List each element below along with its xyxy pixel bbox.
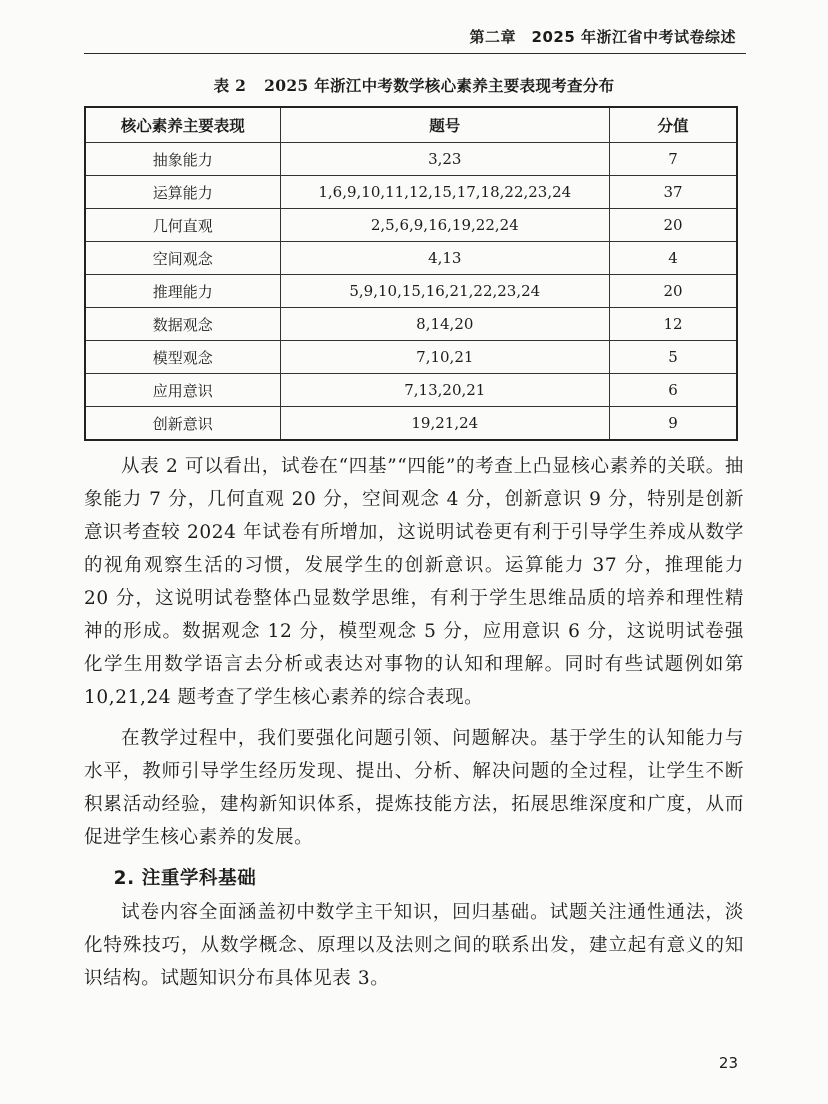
cell-question-numbers: 5,9,10,15,16,21,22,23,24 bbox=[280, 275, 610, 308]
table-row bbox=[85, 176, 737, 209]
cell-score: 5 bbox=[610, 341, 737, 374]
cell-question-numbers: 3,23 bbox=[280, 143, 610, 176]
cell-question-numbers: 7,13,20,21 bbox=[280, 374, 610, 407]
cell-score: 7 bbox=[610, 143, 737, 176]
running-head: 第二章 2025 年浙江省中考试卷综述 bbox=[469, 28, 736, 46]
table-caption-number: 表 2 bbox=[213, 76, 247, 95]
cell-literacy: 数据观念 bbox=[85, 308, 280, 341]
page-number: 23 bbox=[718, 1054, 738, 1072]
cell-score: 20 bbox=[610, 275, 737, 308]
cell-question-numbers: 7,10,21 bbox=[280, 341, 610, 374]
paragraph-foundation: 试卷内容全面涵盖初中数学主干知识，回归基础。试题关注通性通法，淡化特殊技巧，从数学概念、原理以及法则之间的联系出发，建立起有意义的知识结构。试题知识分布具体见表 3。 bbox=[84, 902, 744, 989]
cell-score: 9 bbox=[610, 407, 737, 441]
cell-score: 4 bbox=[610, 242, 737, 275]
table-row bbox=[85, 275, 737, 308]
cell-score: 37 bbox=[610, 176, 737, 209]
cell-score: 12 bbox=[610, 308, 737, 341]
header-score: 分值 bbox=[610, 107, 737, 143]
header-question-numbers: 题号 bbox=[280, 107, 610, 143]
paragraph-teaching: 在教学过程中，我们要强化问题引领、问题解决。基于学生的认知能力与水平，教师引导学生经历发现、提出、分析、解决问题的全过程，让学生不断积累活动经验，建构新知识体系，提炼技能方法，拓展思维深度和广度，从而促进学生核心素养的发展。 bbox=[84, 728, 744, 848]
cell-question-numbers: 2,5,6,9,16,19,22,24 bbox=[280, 209, 610, 242]
header-literacy: 核心素养主要表现 bbox=[85, 107, 280, 143]
cell-literacy: 几何直观 bbox=[85, 209, 280, 242]
table-row bbox=[85, 308, 737, 341]
table-row bbox=[85, 407, 737, 441]
cell-literacy: 运算能力 bbox=[85, 176, 280, 209]
cell-literacy: 创新意识 bbox=[85, 407, 280, 441]
table-row bbox=[85, 374, 737, 407]
body-text bbox=[84, 450, 744, 1003]
table-caption bbox=[0, 74, 828, 96]
literacy-distribution-table bbox=[84, 106, 738, 441]
cell-literacy: 模型观念 bbox=[85, 341, 280, 374]
cell-score: 6 bbox=[610, 374, 737, 407]
table-row bbox=[85, 143, 737, 176]
cell-literacy: 空间观念 bbox=[85, 242, 280, 275]
header-rule bbox=[84, 53, 746, 54]
section-heading: 2. 注重学科基础 bbox=[113, 868, 257, 889]
cell-score: 20 bbox=[610, 209, 737, 242]
cell-literacy: 推理能力 bbox=[85, 275, 280, 308]
table-row bbox=[85, 209, 737, 242]
cell-question-numbers: 19,21,24 bbox=[280, 407, 610, 441]
cell-question-numbers: 4,13 bbox=[280, 242, 610, 275]
cell-literacy: 应用意识 bbox=[85, 374, 280, 407]
table-row bbox=[85, 242, 737, 275]
table-caption-title: 2025 年浙江中考数学核心素养主要表现考查分布 bbox=[264, 76, 615, 95]
table-header-row bbox=[85, 107, 737, 143]
paragraph-analysis: 从表 2 可以看出，试卷在“四基”“四能”的考查上凸显核心素养的关联。抽象能力 7 分，几何直观 20 分，空间观念 4 分，创新意识 9 分，特别是创新意识考查较 2024 年试卷有所增加，这说明试卷更有利于引导学生养成从数学的视角观察生活的习惯，发展学生的创新意识。运算能力 37 分，推理能力 20 分，这说明试卷整体凸显数学思维，有利于学生思维品质的培养和理性精神的形成。数据观念 12 分，模型观念 5 分，应用意识 6 分，这说明试卷强化学生用数学语言去分析或表达对事物的认知和理解。同时有些试题例如第 10,21,24 题考查了学生核心素养的综合表现。 bbox=[84, 456, 744, 708]
cell-question-numbers: 1,6,9,10,11,12,15,17,18,22,23,24 bbox=[280, 176, 610, 209]
table-row bbox=[85, 341, 737, 374]
cell-literacy: 抽象能力 bbox=[85, 143, 280, 176]
cell-question-numbers: 8,14,20 bbox=[280, 308, 610, 341]
